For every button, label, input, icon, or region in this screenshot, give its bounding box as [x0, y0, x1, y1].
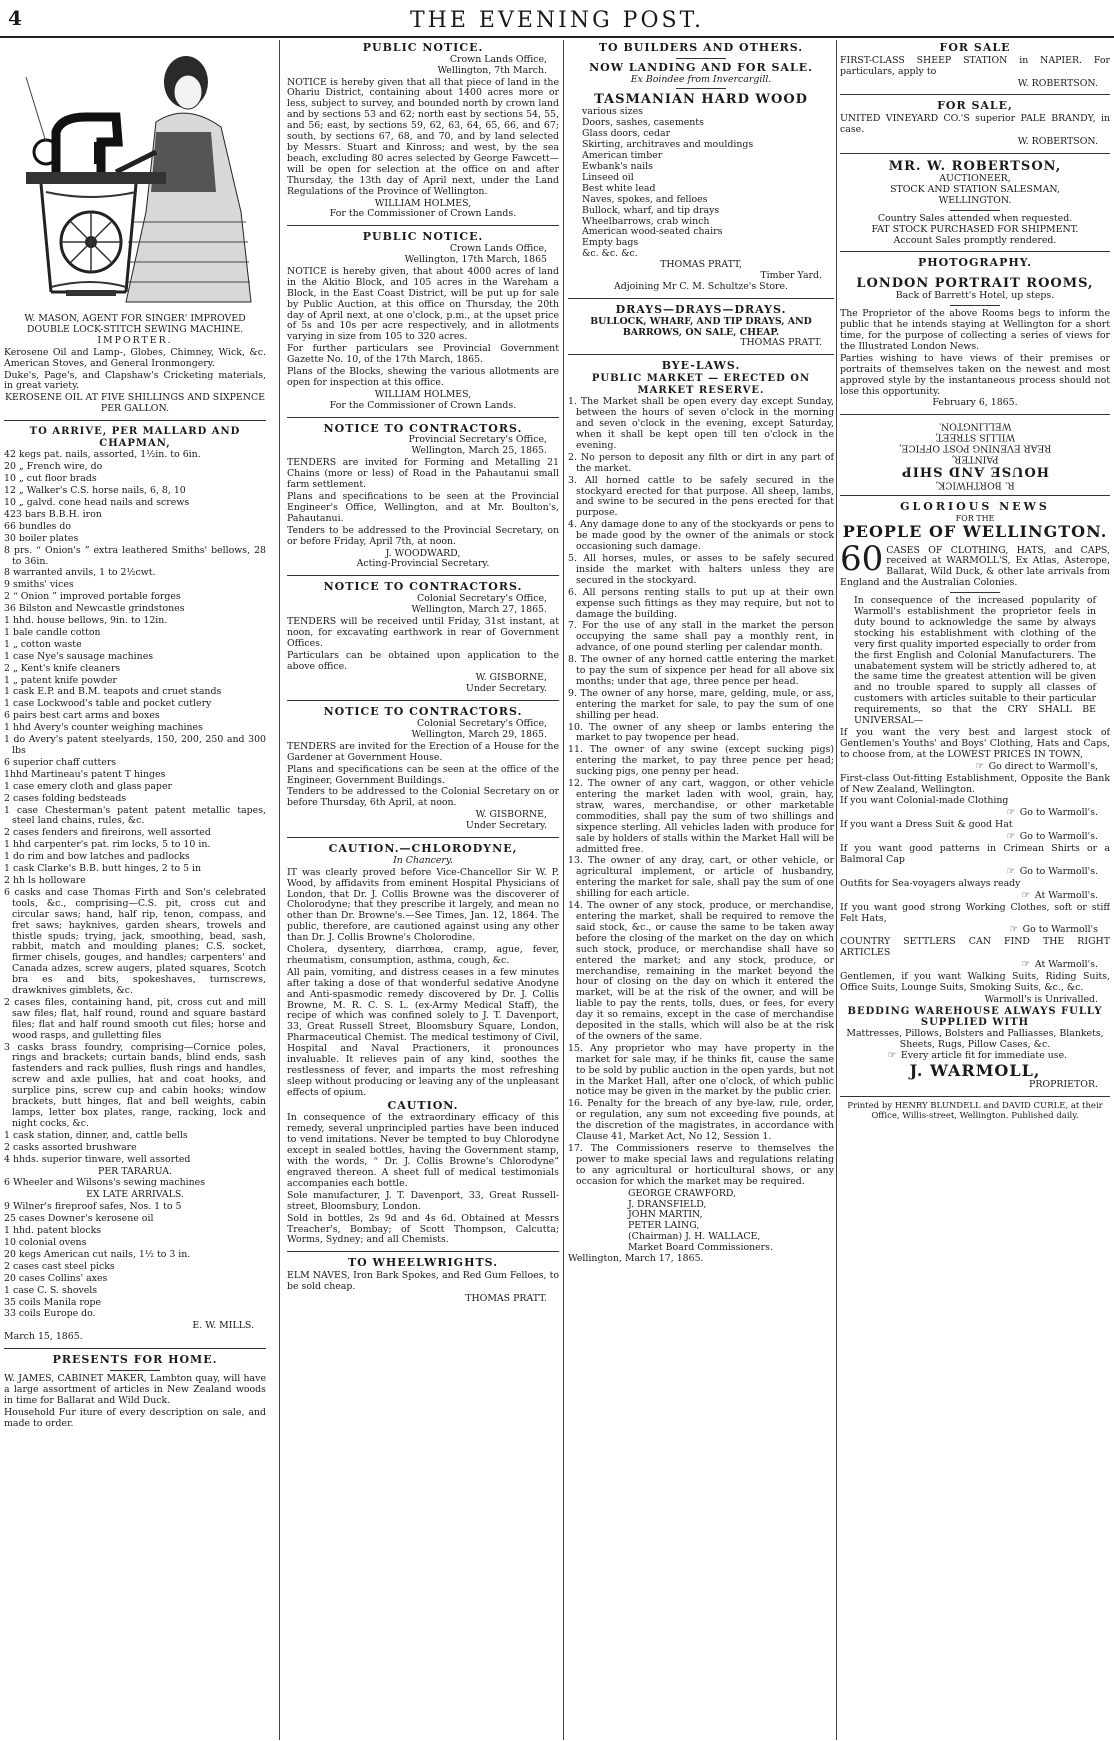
commissioner-name: J. DRANSFIELD, — [628, 1198, 707, 1210]
byelaw-item: 11. The owner of any swine (except sucking pigs) entering the market, to pay three pence per head; sucking pigs, one penny per head. — [568, 744, 834, 778]
cargo-item: 1 bale candle cotton — [4, 626, 101, 638]
cargo-item: 1 do Avery's patent steelyards, 150, 200, 250 and 300 lbs — [4, 734, 266, 756]
warmoll-want: Outfits for Sea-voyagers always ready — [840, 877, 1021, 889]
notice-date: Wellington, March 29, 1865. — [411, 728, 547, 740]
cargo-item: 2 cases cast steel picks — [4, 1260, 115, 1272]
sheep-station-advert: FIRST-CLASS SHEEP STATION in NAPIER. For particulars, apply to — [840, 54, 1110, 77]
pointing-hand-icon: ☞ — [1006, 865, 1015, 877]
pointing-hand-icon: ☞ — [887, 1049, 897, 1061]
borthwick-line: R. BORTHWICK, — [935, 479, 1015, 491]
robertson-signer-2: W. ROBERTSON. — [1017, 136, 1098, 148]
timber-item: Glass doors, cedar — [582, 128, 671, 140]
london-address: Back of Barrett's Hotel, up steps. — [895, 290, 1055, 302]
borthwick-line: HOUSE AND SHIP — [900, 464, 1050, 480]
cargo-item: 6 Wheeler and Wilsons's sewing machines — [4, 1177, 206, 1189]
commissioner-name: PETER LAING, — [628, 1220, 700, 1232]
notice-heading: PUBLIC NOTICE. — [362, 230, 484, 244]
landing-heading: NOW LANDING AND FOR SALE. — [589, 60, 813, 74]
pointing-hand-icon: ☞ — [1021, 889, 1031, 901]
cargo-item: 1 cask E.P. and B.M. teapots and cruet stands — [4, 686, 222, 698]
divider — [287, 225, 559, 226]
notice-body: Tenders to be addressed to the Colonial Secretary on or before Thursday, 6th April, at noon. — [287, 786, 559, 809]
cargo-item: 10 colonial ovens — [4, 1236, 87, 1248]
cargo-item: 25 cases Downer's kerosene oil — [4, 1213, 154, 1225]
cargo-item: 1 „ patent knife powder — [4, 674, 117, 686]
notice-akitio — [287, 231, 559, 411]
notice-contractors-3 — [287, 706, 559, 832]
byelaw-item: 9. The owner of any horse, mare, gelding, mule, or ass, entering the market for sale, to pay the sum of one shilling per head. — [568, 687, 834, 721]
chlorodyne-body: All pain, vomiting, and distress ceases in a few minutes after taking a dose of that wonderful sedative Anodyne and Anti-spasmodic remedy discovered by Dr. J. Collis Browne, M. R. C. S. L. (ex-Army Medical Staff), the recipe of which was confined solely to J. T. Davenport, 33, Great Russell Street, Bloomsbury Square, London, Pharmaceutical Chemist. The medical testimony of Civil, Hospital and Naval Practioners, it pronounces invaluable. It relieves pain of any kind, soothes the restlessness of fever, and imparts the most refreshing sleep without producing or leaving any of the unpleasant effects of opium. — [287, 966, 559, 1098]
divider — [840, 495, 1110, 496]
pratt-signer: THOMAS PRATT, — [660, 259, 742, 271]
pointing-hand-icon: ☞ — [975, 760, 984, 772]
commissioner-name: JOHN MARTIN, — [628, 1209, 703, 1221]
cargo-item: 10 „ galvd. cone head nails and screws — [4, 496, 190, 508]
presents-heading: PRESENTS FOR HOME. — [52, 1353, 218, 1367]
byelaw-item: 2. No person to deposit any filth or dirt in any part of the market. — [568, 451, 834, 474]
pointing-hand-icon: ☞ — [1021, 959, 1031, 971]
warmoll-go-text: Go to Warmoll's. — [1019, 831, 1098, 843]
warmoll-want: If you want Colonial-made Clothing — [840, 795, 1009, 807]
cargo-item: 9 Wilner's fireproof safes, Nos. 1 to 5 — [4, 1201, 182, 1213]
warmoll-go — [840, 808, 1110, 819]
cargo-item: 8 warranted anvils, 1 to 2½cwt. — [4, 567, 156, 579]
photography-heading: PHOTOGRAPHY. — [917, 256, 1032, 270]
robertson-country: Country Sales attended when requested. — [877, 212, 1073, 224]
warmoll-want: If you want a Dress Suit & good Hat — [840, 819, 1013, 831]
divider — [840, 251, 1110, 252]
warmoll-go — [840, 925, 1110, 936]
pratt-yard: Timber Yard. — [760, 270, 822, 282]
tararua-heading: PER TARARUA. — [98, 1165, 172, 1177]
warmoll-go — [840, 867, 1110, 878]
robertson-signer: W. ROBERTSON. — [1017, 77, 1098, 89]
timber-item: Skirting, architraves and mouldings — [582, 139, 754, 151]
notice-body: Plans of the Blocks, shewing the various allotments are open for inspection at this office. — [287, 366, 559, 388]
chlorodyne-body: Sole manufacturer, J. T. Davenport, 33, Great Russell-street, Bloomsbury, London. — [287, 1189, 559, 1212]
timber-item: American wood-seated chairs — [582, 226, 723, 238]
notice-signer: W. GISBORNE, — [475, 672, 547, 684]
mason-heading: W. MASON, AGENT FOR SINGER' IMPROVED — [24, 313, 246, 324]
warmoll-go — [840, 762, 1110, 773]
mason-advert — [4, 314, 266, 415]
warmoll-unrivalled: Warmoll's is Unrivalled. — [984, 993, 1098, 1005]
cargo-item: 1 „ cotton waste — [4, 638, 82, 650]
commissioner-name: Market Board Commissioners. — [628, 1242, 773, 1254]
tasmanian-heading: TASMANIAN HARD WOOD — [594, 92, 808, 108]
notice-heading: NOTICE TO CONTRACTORS. — [323, 421, 523, 435]
wheelwrights-advert — [287, 1257, 559, 1304]
masthead — [0, 0, 1114, 38]
warmoll-want: If you want good strong Working Clothes, soft or stiff Felt Hats, — [840, 901, 1110, 924]
cargo-item: 9 smiths' vices — [4, 579, 74, 591]
divider — [676, 58, 726, 59]
cargo-item: 1 case Lockwood's table and pocket cutlery — [4, 698, 212, 710]
pointing-hand-icon: ☞ — [1006, 831, 1015, 843]
notice-office: Colonial Secretary's Office, — [417, 717, 547, 729]
warmoll-go-text: At Warmoll's. — [1034, 959, 1098, 971]
divider — [950, 210, 1000, 211]
divider — [287, 837, 559, 838]
cargo-item: 1 hhd Avery's counter weighing machines — [4, 722, 203, 734]
byelaw-item: 13. The owner of any dray, cart, or other vehicle, or agricultural implement, or article of husbandry, entering the market for sale, shall pay the sum of one shilling for each article. — [568, 855, 834, 900]
arrive-list — [4, 450, 266, 1165]
notice-date: Wellington, 17th March, 1865 — [404, 254, 547, 265]
notice-body: Plans and specifications to be seen at the Provincial Engineer's Office, Wellington, and at Mr. Boulton's, Pahautanui. — [287, 490, 559, 524]
cargo-item: 6 pairs best cart arms and boxes — [4, 710, 160, 722]
notice-date: Wellington, 7th March. — [437, 64, 547, 76]
cargo-item: 20 „ French wire, do — [4, 461, 103, 473]
notice-date: Wellington, March 25, 1865. — [411, 445, 547, 457]
bedding-items: Mattresses, Pillows, Bolsters and Palliasses, Blankets, Sheets, Rugs, Pillow Cases, &c. — [846, 1027, 1104, 1050]
byelaw-item: 6. All persons renting stalls to put up at their own expense such fittings as they may require, but not to damage the building. — [568, 586, 834, 620]
divider — [840, 153, 1110, 154]
warmoll-name: J. WARMOLL, — [909, 1060, 1041, 1080]
cargo-item: 1 case Nye's sausage machines — [4, 650, 154, 662]
notice-heading: PUBLIC NOTICE. — [362, 42, 484, 54]
late-list — [4, 1202, 266, 1320]
pointing-hand-icon: ☞ — [1009, 924, 1018, 936]
notice-body: TENDERS are invited for Forming and Metalling 21 Chains (more or less) of Road in the Pahautanui small farm settlement. — [287, 457, 559, 491]
robertson-heading: MR. W. ROBERTSON, — [888, 158, 1062, 174]
chlorodyne-sub: In Chancery. — [393, 854, 453, 866]
byelaw-item: 1. The Market shall be open every day except Sunday, between the hours of seven o'clock in the morning and seven o'clock in the evening, except Saturday, when it shall be kept open till ten o'clock in the evening. — [568, 396, 834, 451]
cargo-item: 1 cask station, dinner, and, cattle bells — [4, 1129, 188, 1141]
notice-heading: NOTICE TO CONTRACTORS. — [323, 705, 523, 719]
borthwick-line: PAINTER, — [951, 453, 999, 465]
commissioners — [568, 1189, 834, 1254]
chlorodyne-advert — [287, 843, 559, 1246]
warmoll-go — [840, 832, 1110, 843]
divider — [110, 1370, 160, 1371]
byelaws-list — [568, 397, 834, 1187]
cases-advert: CASES OF CLOTHING, HATS, and CAPS, received at WARMOLL'S, Ex Atlas, Asterope, Ballarat, Wild Duck, & other late arrivals from England and the Australian Colonies. — [840, 544, 1110, 589]
byelaws-heading: BYE-LAWS. — [661, 359, 741, 373]
bedding-heading: BEDDING WAREHOUSE ALWAYS FULLY SUPPLIED WITH — [847, 1005, 1103, 1029]
notice-office: Colonial Secretary's Office, — [417, 593, 547, 605]
timber-item: Ewbank's nails — [582, 161, 653, 173]
chlorodyne-body: Cholera, dysentery, diarrhœa, cramp, ague, fever, rheumatism, consumption, asthma, cough, &c. — [287, 944, 559, 966]
glorious-heading: GLORIOUS NEWS — [900, 499, 1050, 513]
newspaper-title: THE EVENING POST. — [409, 8, 705, 33]
cargo-item: 66 bundles do — [4, 520, 71, 532]
drays-signer: THOMAS PRATT. — [740, 337, 822, 349]
cargo-item: 2 casks assorted brushware — [4, 1141, 137, 1153]
forsale-heading: FOR SALE — [939, 42, 1011, 54]
commissioner-name: GEORGE CRAWFORD, — [628, 1187, 737, 1199]
wheelwrights-body: ELM NAVES, Iron Bark Spokes, and Red Gum Felloes, to be sold cheap. — [287, 1270, 559, 1292]
notice-body: NOTICE is hereby given, that about 4000 acres of land in the Akitio Block, and 105 acres in the Wareham a Block, in the East Coast District, will be put up for sale by Public Auction, at this office on Thursday, the 20th day of April next, at one o'clock, p.m., at the upset price of 5s and 10s per acre respectively, and in allotments varying in size from 105 to 320 acres. — [287, 265, 559, 343]
cargo-item: 42 kegs pat. nails, assorted, 1½in. to 6in. — [4, 449, 201, 461]
byelaw-item: 15. Any proprietor who may have property in the market for sale may, if he thinks fit, cause the same to be sold by public auction in the open yards, but not in the Market Hall, after one o'clock, of which public notice may be given in the market by the public crier. — [568, 1042, 834, 1098]
notice-body: TENDERS are invited for the Erection of a House for the Gardener at Government House. — [287, 740, 559, 763]
chlorodyne-heading: CAUTION.—CHLORODYNE, — [328, 842, 518, 856]
column-rule — [563, 40, 564, 1740]
cargo-item: 4 hhds. superior tinware, well assorted — [4, 1153, 191, 1165]
divider — [568, 298, 834, 299]
cargo-item: 2 “ Onion ” improved portable forges — [4, 591, 181, 603]
mason-price: KEROSENE OIL AT FIVE SHILLINGS AND SIXPENCE PER GALLON. — [5, 392, 265, 415]
byelaw-item: 3. All horned cattle to be safely secured in the stockyard erected for that purpose. All sheep, lambs, and swine to be secured in the pens erected for that purpose. — [568, 474, 834, 519]
timber-list — [568, 107, 834, 260]
notice-office: Provincial Secretary's Office, — [408, 434, 547, 446]
column-3 — [568, 42, 834, 1738]
notice-ohariu — [287, 42, 559, 220]
notice-for: Under Secretary. — [465, 683, 547, 695]
cargo-item: 2 hh ls holloware — [4, 874, 86, 886]
cargo-item: 6 casks and case Thomas Firth and Son's celebrated tools, &c., comprising—C.S. pit, cross cut and circular saws; hand, half rip, tenon, compass, and fret saws; hayknives, garden shears, trowels and thistle spuds; trying, jack, smoothing, bead, sash, rabbit, match and moulding planes; C.S. socket, firmer chisels, gouges, and handles; carpenters' and Canada adzes, screw augers, plated squares, Scotch bra es and bits, spokeshaves, turnscrews, drawknives gimblets, &c. — [4, 886, 266, 997]
cargo-item: 3 casks brass foundry, comprising—Cornice poles, rings and brackets; curtain bands, blind ends, sash fastenders and rack pullies, flush rings and handles, screw and axle pullies, hat and coat hooks, and surplice pins, screw cup and cabin hooks; window brackets, butt hinges, flat and bell weights, cabin lamps, letter box plates, range, racking, lock and night cocks, &c. — [4, 1041, 266, 1129]
cargo-item: 20 cases Collins' axes — [4, 1272, 108, 1284]
cargo-item: 1 case emery cloth and glass paper — [4, 780, 172, 792]
warmoll-go-text: Go direct to Warmoll's, — [988, 760, 1098, 772]
notice-body: Particulars can be obtained upon application to the above office. — [287, 649, 559, 672]
warmoll-go-text: Go to Warmoll's. — [1019, 807, 1098, 819]
chlorodyne-body: IT was clearly proved before Vice-Chancellor Sir W. P. Wood, by affidavits from eminent Hospital Physicians of London, that Dr. J. Collis Browne was the discoverer of Cholorodyne; that they prescribe it largely, and mean no other than Dr. Browne's.—See Times, Jan. 12, 1864. The public, therefore, are cautioned against using any other than Dr. J. Collis Browne's Cholorodine. — [287, 866, 559, 944]
byelaws-date: Wellington, March 17, 1865. — [568, 1253, 704, 1265]
notice-body: Tenders to be addressed to the Provincial Secretary, on or before Friday, April 7th, at noon. — [287, 524, 559, 547]
byelaw-item: 10. The owner of any sheep or lambs entering the market to pay twopence per head. — [568, 721, 834, 744]
warmoll-go-text: Go to Warmoll's — [1022, 924, 1098, 936]
warmoll-go-text: Go to Warmoll's. — [1019, 865, 1098, 877]
robertson-account: Account Sales promptly rendered. — [893, 234, 1057, 246]
james-advert-2: Household Fur iture of every description on sale, and made to order. — [4, 1406, 266, 1429]
cargo-item: 2 cases files, containing hand, pit, cross cut and mill saw files; flat, half round, round and square bastard files; flat and half round smooth cut files; horse and wood rasps, and gulletting files — [4, 996, 266, 1041]
chlorodyne-caution: CAUTION. — [387, 1098, 459, 1112]
borthwick-line: REAR EVENING POST OFFICE, — [898, 443, 1052, 455]
pointing-hand-icon: ☞ — [1006, 807, 1015, 819]
chlorodyne-body: Sold in bottles, 2s 9d and 4s 6d. Obtained at Messrs Treacher's, Bombay; of Scott Thompson, Calcutta; Worms, Sydney; and all Chemists. — [287, 1212, 559, 1246]
market-heading: PUBLIC MARKET — ERECTED ON MARKET RESERVE. — [591, 373, 811, 396]
cargo-item: 423 bars B.B.H. iron — [4, 508, 102, 520]
notice-date: Wellington, March 27, 1865. — [411, 603, 547, 615]
divider — [287, 417, 559, 418]
mason-machine: DOUBLE LOCK-STITCH SEWING MACHINE. — [26, 323, 244, 335]
warmoll-want: COUNTRY SETTLERS CAN FIND THE RIGHT ARTICLES — [840, 936, 1110, 959]
cargo-item: 35 coils Manila rope — [4, 1296, 102, 1308]
warmoll-want: If you want good patterns in Crimean Shirts or a Balmoral Cap — [840, 843, 1110, 865]
tararua-list — [4, 1178, 266, 1189]
notice-for: Acting-Provincial Secretary. — [356, 558, 490, 570]
cargo-item: 1 hhd. patent blocks — [4, 1225, 102, 1237]
warmoll-want: If you want the very best and largest stock of Gentlemen's Youths' and Boys' Clothing, Hats and Caps, to choose from, at the LOWEST PRICES IN TOWN, — [840, 727, 1110, 760]
warmoll-go — [840, 891, 1110, 902]
timber-item: Naves, spokes, and felloes — [582, 193, 708, 205]
imprint: Printed by HENRY BLUNDELL and DAVID CURLE, at their Office, Willis-street, Wellington. Published daily. — [847, 1101, 1103, 1121]
divider — [840, 94, 1110, 95]
warmoll-consequence: In consequence of the increased popularity of Warmoll's establishment the proprietor feels in duty bound to acknowledge the same by always stocking his establishment with clothing of the very first quality imported especially to order from the first English and Colonial Manufacturers. The unabatement system will be strictly adhered to, at the same time the greatest attention will be given and no trouble spared to supply all classes of customers with articles suitable to their particular requirements, so that the CRY SHALL BE UNIVERSAL— — [854, 595, 1096, 727]
cargo-item: 8 prs. “ Onion's ” extra leathered Smiths' bellows, 28 to 36in. — [4, 544, 266, 567]
timber-item: American timber — [582, 150, 663, 162]
divider — [4, 420, 266, 421]
warmoll-wants — [840, 728, 1110, 994]
timber-item: Linseed oil — [582, 171, 634, 183]
robertson-salesman: STOCK AND STATION SALESMAN, — [890, 183, 1060, 195]
arrive-heading: TO ARRIVE, PER MALLARD AND CHAPMAN, — [29, 426, 241, 449]
timber-item: Doors, sashes, casements — [582, 117, 704, 129]
commissioner-name: (Chairman) J. H. WALLACE, — [628, 1231, 761, 1243]
cargo-item: 2 cases folding bedsteads — [4, 792, 127, 804]
wheelwrights-heading: TO WHEELWRIGHTS. — [347, 1256, 499, 1270]
drays-heading: DRAYS—DRAYS—DRAYS. — [615, 302, 787, 316]
warmoll-want: Gentlemen, if you want Walking Suits, Riding Suits, Office Suits, Lounge Suits, Smoking Suits, &c., &c. — [840, 971, 1110, 993]
divider — [676, 88, 726, 89]
notice-body: NOTICE is hereby given that all that piece of land in the Ohariu District, containing about 1400 acres more or less, subject to survey, and bounded north by crown land and by sections 53 and 62; north east by sections 54, 55, and 56; east, by sections 59, 62, 63, 64, 65, 66, and 67; south, by sections 67, 68, and 70, and by land selected by Messrs. Stuart and Kinross; and west, by the sea beach, excluding 80 acres selected by George Fawcett—will be open for selection at the office on and after Thursday, the 13th day of April next, under the Land Regulations of the Province of Wellington. — [287, 76, 559, 197]
landing-ex: Ex Boindee from Invercargill. — [630, 73, 772, 85]
warmoll-want: First-class Out-fitting Establishment, Opposite the Bank of New Zealand, Wellington. — [840, 772, 1110, 795]
notice-signer: W. GISBORNE, — [475, 809, 547, 821]
cargo-item: 1 cask Clarke's B.B. butt hinges, 2 to 5 in — [4, 863, 202, 875]
warmoll-proprietor: PROPRIETOR. — [1029, 1079, 1098, 1091]
photo-body: The Proprietor of the above Rooms begs to inform the public that he intends staying at Wellington for a short time, for the purpose of collecting a series of views for the Illustrated London News. — [840, 308, 1110, 352]
notice-for: Under Secretary. — [465, 820, 547, 832]
divider — [840, 414, 1110, 415]
inverted-borthwick-advert — [840, 420, 1110, 490]
cargo-item: 2 cases fenders and fireirons, well assorted — [4, 827, 211, 839]
column-2 — [287, 42, 559, 1738]
vineyard-advert: UNITED VINEYARD CO.'S superior PALE BRANDY, in case. — [840, 113, 1110, 136]
page-number: 4 — [8, 6, 22, 30]
mills-signature: E. W. MILLS. — [192, 1320, 254, 1332]
divider — [4, 1348, 266, 1349]
james-advert: W. JAMES, CABINET MAKER, Lambton quay, will have a large assortment of articles in New Zealand woods in time for Ballarat and Wild Duck. — [4, 1372, 266, 1406]
timber-item: &c. &c. &c. — [582, 248, 638, 260]
cargo-item: 30 boiler plates — [4, 532, 79, 544]
mason-importer: IMPORTER. — [97, 334, 173, 346]
divider — [287, 1251, 559, 1252]
sewing-machine-engraving — [6, 42, 264, 310]
divider — [287, 700, 559, 701]
divider — [950, 305, 1000, 306]
london-rooms: LONDON PORTRAIT ROOMS, — [856, 276, 1094, 292]
timber-item: Bullock, wharf, and tip drays — [582, 204, 720, 216]
robertson-location: WELLINGTON. — [938, 194, 1012, 206]
warmoll-go-text: At Warmoll's. — [1034, 889, 1098, 901]
sixty-dropcap: 60 — [840, 538, 884, 579]
column-4 — [840, 42, 1110, 1738]
byelaw-item: 14. The owner of any stock, produce, or merchandise, entering the market, shall be required to remove the said stock, &c., or cause the same to be taken away before the closing of the market on the day on which such stock, produce, or merchandise shall have so entered the market; and any stock, produce, or merchandise, remaining in the market beyond the hour of closing on the day on which it entered the market, will be at the risk of the owner, and will be liable to pay the rents, tolls, dues, or fees, for every day it so remains, except in the case of merchandise deposited in the stalls, which will also be at the risk of the owners of the same. — [568, 900, 834, 1042]
glorious-people: PEOPLE OF WELLINGTON. — [842, 521, 1108, 541]
cargo-item: 1 case Chesterman's patent patent metallic tapes, steel land chains, rules, &c. — [4, 804, 266, 827]
notice-office: Crown Lands Office, — [449, 53, 547, 65]
byelaw-item: 4. Any damage done to any of the stockyards or pens to be made good by the owner of the animals or stock occasioning such damage. — [568, 519, 834, 553]
divider — [950, 592, 1000, 593]
late-heading: EX LATE ARRIVALS. — [86, 1189, 184, 1201]
builders-heading: TO BUILDERS AND OTHERS. — [598, 42, 804, 54]
column-rule — [836, 40, 837, 1740]
notice-contractors-1 — [287, 423, 559, 571]
notice-contractors-2 — [287, 581, 559, 695]
pratt-adjoining: Adjoining Mr C. M. Schultze's Store. — [613, 280, 788, 292]
chlorodyne-body: In consequence of the extraordinary efficacy of this remedy, several unprincipled parties have been induced to vend imitations. Never be tempted to buy Chlorodyne except in sealed bottles, having the Government stamp, with the words, “ Dr. J. Collis Browne's Chlorodyne” engraved thereon. A sheet full of medical testimonials accompanies each bottle. — [287, 1112, 559, 1189]
byelaw-item: 5. All horses, mules, or asses to be safely secured inside the market with halters unless they are secured in the stockyard. — [568, 552, 834, 586]
robertson-fatstock: FAT STOCK PURCHASED FOR SHIPMENT. — [871, 223, 1079, 235]
cargo-item: 2 „ Kent's knife cleaners — [4, 662, 121, 674]
cargo-item: 33 coils Europe do. — [4, 1308, 96, 1320]
column-1 — [4, 42, 266, 1738]
notice-heading: NOTICE TO CONTRACTORS. — [323, 580, 523, 594]
forsale-heading-2: FOR SALE, — [937, 99, 1013, 113]
cargo-item: 36 Bilston and Newcastle grindstones — [4, 603, 185, 615]
cargo-item: 1 hhd carpenter's pat. rim locks, 5 to 10 in. — [4, 839, 211, 851]
drays-body: BULLOCK, WHARF, AND TIP DRAYS, AND BARROWS, ON SALE, CHEAP. — [590, 315, 812, 338]
notice-body: TENDERS will be received until Friday, 31st instant, at noon, for excavating earthwork in rear of Government Offices. — [287, 615, 559, 649]
divider — [568, 354, 834, 355]
cargo-item: 20 kegs American cut nails, 1½ to 3 in. — [4, 1248, 191, 1260]
notice-signer: J. WOODWARD, — [385, 547, 461, 559]
bedding-every: Every article fit for immediate use. — [900, 1049, 1068, 1061]
borthwick-line: WILLIS STREET, — [934, 432, 1016, 444]
robertson-auctioneer: AUCTIONEER, — [939, 173, 1011, 185]
divider — [840, 1096, 1110, 1097]
cargo-item: 1 case C. S. shovels — [4, 1284, 98, 1296]
glorious-for-the: FOR THE — [955, 513, 995, 523]
notice-for: For the Commissioner of Crown Lands. — [329, 208, 517, 220]
cargo-item: 1 hhd. house bellows, 9in. to 12in. — [4, 615, 168, 627]
wheelwrights-signer: THOMAS PRATT. — [465, 1292, 547, 1304]
notice-body: For further particulars see Provincial Government Gazette No. 10, of the 17th March, 1865. — [287, 343, 559, 366]
timber-item: Best white lead — [582, 182, 656, 194]
notice-office: Crown Lands Office, — [449, 243, 547, 255]
cargo-item: 1 do rim and bow latches and padlocks — [4, 851, 190, 863]
notice-for: For the Commissioner of Crown Lands. — [329, 399, 517, 411]
byelaw-item: 7. For the use of any stall in the market the person occupying the same shall pay a monthly rent, in advance, of one pound sterling per calendar month. — [568, 620, 834, 654]
mason-cricket: Duke's, Page's, and Clapshaw's Cricketing materials, in great variety. — [4, 369, 266, 392]
photo-body-2: Parties wishing to have views of their premises or portraits of themselves taken on the newest and most approved style by the instantaneous process should not lose this opportunity. — [840, 352, 1110, 397]
cargo-item: 6 superior chaff cutters — [4, 756, 117, 768]
mason-kerosene: Kerosene Oil and Lamp-, Globes, Chimney, Wick, &c. American Stoves, and General Ironmongery. — [4, 346, 266, 369]
borthwick-line: WELLINGTON. — [938, 421, 1012, 433]
warmoll-go — [840, 960, 1110, 971]
timber-item: Wheelbarrows, crab winch — [582, 215, 710, 227]
divider — [287, 575, 559, 576]
byelaw-item: 16. Penalty for the breach of any bye-law, rule, order, or regulation, any sum not exceeding five pounds, at the discretion of the magistrates, in accordance with Clause 41, Market Act, No 12, Session 1. — [568, 1098, 834, 1143]
cargo-item: 1hhd Martineau's patent T hinges — [4, 768, 166, 780]
byelaw-item: 8. The owner of any horned cattle entering the market to pay the sum of sixpence per head for all above six months; under that age, three pence per head. — [568, 654, 834, 687]
byelaw-item: 12. The owner of any cart, waggon, or other vehicle entering the market laden with wool, grain, hay, straw, wares, merchandise, or other marketable commodities, shall pay the sum of two shillings and sixpence sterling. All vehicles laden with produce for sale by holders of stalls within the Market Hall will be admitted free. — [568, 778, 834, 855]
notice-signer: WILLIAM HOLMES, — [374, 197, 472, 209]
timber-item: Empty bags — [582, 237, 639, 249]
timber-item: various sizes — [582, 106, 643, 118]
cargo-item: 10 „ cut floor brads — [4, 473, 97, 485]
byelaw-item: 17. The Commissioners reserve to themselves the power to make special laws and regulations relating to any agricultural or horticultural shows, or any occasion for which the market may be required. — [568, 1143, 834, 1187]
column-rule — [279, 40, 280, 1740]
mills-date: March 15, 1865. — [4, 1331, 83, 1343]
photo-date: February 6, 1865. — [932, 397, 1018, 409]
cargo-item: 12 „ Walker's C.S. horse nails, 6, 8, 10 — [4, 485, 186, 497]
notice-body: Plans and specifications can be seen at the office of the Engineer, Government Buildings. — [287, 763, 559, 786]
notice-signer: WILLIAM HOLMES, — [374, 388, 472, 400]
